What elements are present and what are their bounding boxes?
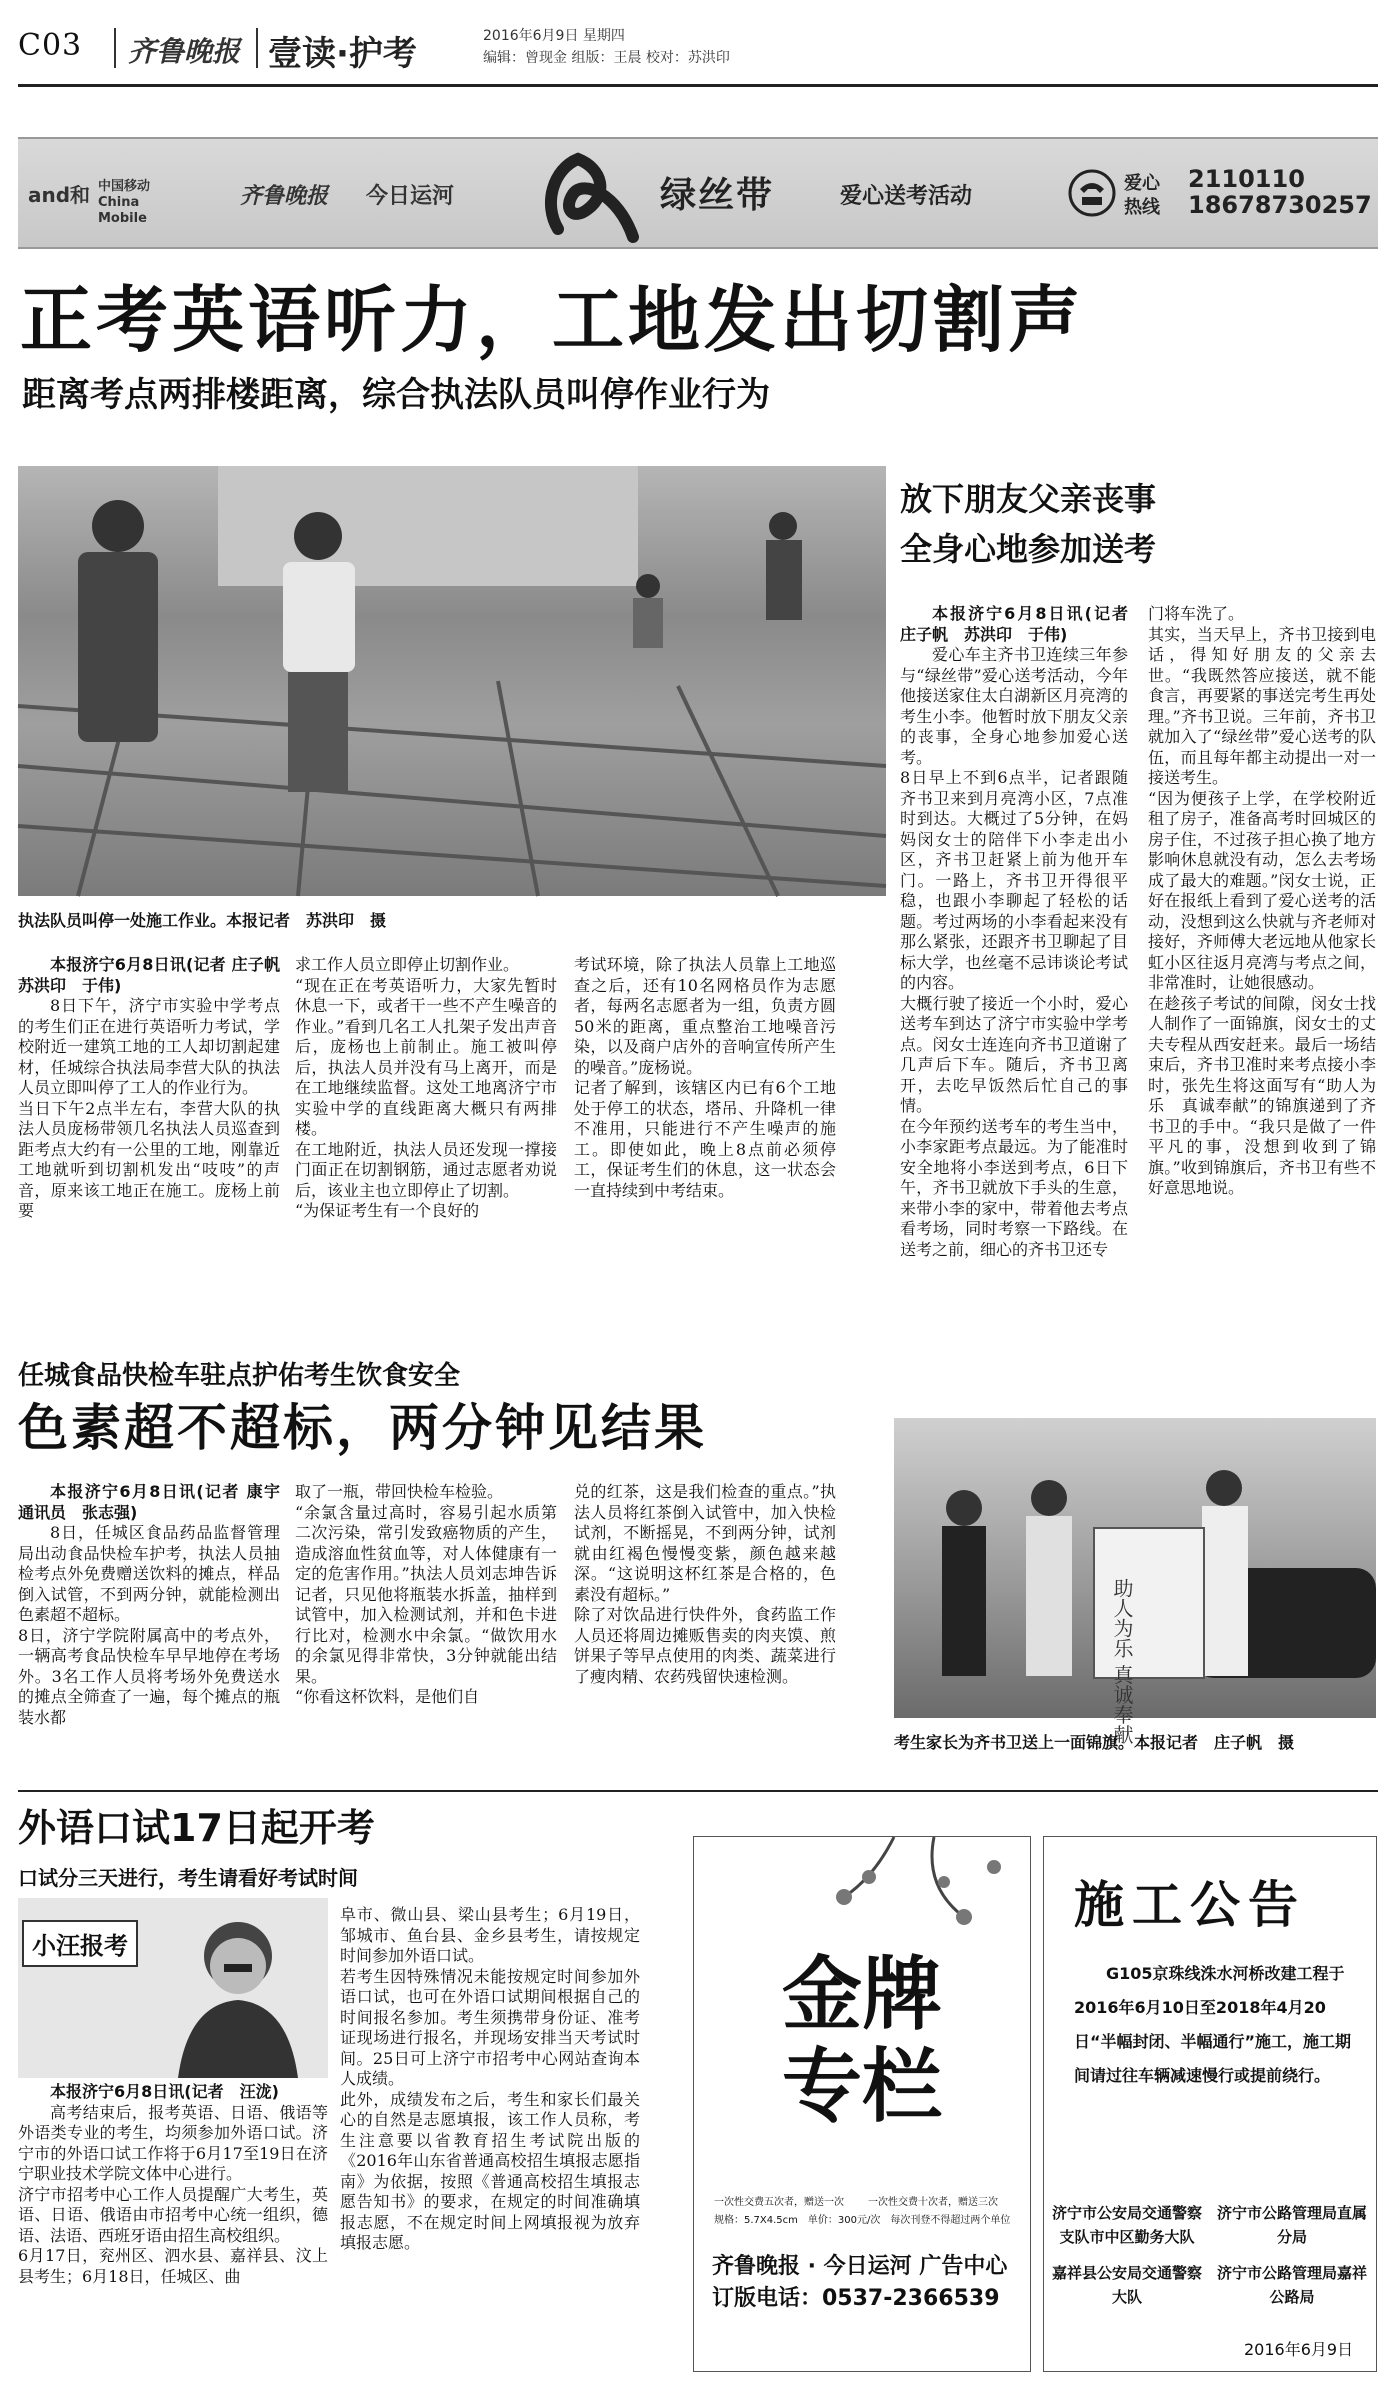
right-column-2: 门将车洗了。 其实，当天早上，齐书卫接到电话，得知好朋友的父亲去世。“我既然答应接送，就不能食言，再要紧的事送完考生再处理。”齐书卫说。三年前，齐书卫就加入了“绿丝带”爱心送考的队伍，而且每年都主动提出一对一接送考生。 “因为便孩子上学，在学校附近租了房子，准备高考时回城区的房子住，不过孩子担心换了地方影响休息就没有动，怎么去考场成了最大的难题。”闵女士说，正好在报纸上看到了爱心送考的活动，没想到这么快就与齐老师对接好，齐师傅大老远地从他家长虹小区往返月亮湾与考点之间，非常准时，让她很感动。 在趁孩子考试的间隙，闵女士找人制作了一面锦旗，闵女士的丈夫专程从西安赶来。最后一场结束后，齐书卫准时来考点接小李时，张先生将这面写有“助人为乐 真诚奉献”的锦旗递到了齐书卫的手中。“我只是做了一件平凡的事，没想到收到了锦旗。”收到锦旗后，齐书卫有些不好意思地说。 bbox=[1148, 604, 1376, 1197]
reporter-portrait bbox=[168, 1904, 308, 2078]
ad-note-3: 规格：5.7X4.5cm 单价：300元/次 每次刊登不得超过两个单位 bbox=[714, 2215, 1011, 2226]
hotline-number-1: 2110110 bbox=[1188, 165, 1305, 193]
oral-headline: 外语口试17日起开考 bbox=[18, 1806, 375, 1850]
page-header bbox=[0, 0, 1395, 80]
right-body-1: 爱心车主齐书卫连续三年参与“绿丝带”爱心送考活动，今年他接送家住太白湖新区月亮湾的考生小李。他暂时放下朋友父亲的丧事，全身心地参加爱心送考。 8日早上不到6点半，记者跟随齐书卫来到月亮湾小区，7点准时到达。大概过了5分钟，在妈妈闵女士的陪伴下小李走出小区，齐书卫赶紧上前为他开车门。一路上，齐书卫开得很平稳，也跟小李聊起了轻松的话题。考过两场的小李看起来没有那么紧张，还跟齐书卫聊起了目标大学，也丝毫不忌讳谈论考试的内容。 大概行驶了接近一个小时，爱心送考车到达了济宁市实验中学考点。闵女士连连向齐书卫道谢了几声后下车。随后，齐书卫离开，去吃早饭然后忙自己的事情。 在今年预约送考车的考生当中，小李家距考点最远。为了能准时安全地将小李送到考点，6日下午，齐书卫就放下手头的生意，来带小李的家中，带着他去考点看考场，同时考察一下路线。在送考之前，细心的齐书卫还专 bbox=[900, 645, 1128, 1259]
lead-dateline: 本报济宁6月8日讯(记者 庄子帆 苏洪印 于伟) bbox=[18, 955, 297, 995]
oral-subheadline: 口试分三天进行，考生请看好考试时间 bbox=[18, 1866, 358, 1890]
food-kicker: 任城食品快检车驻点护佑考生饮食安全 bbox=[18, 1361, 461, 1391]
sponsor-yunhe: 今日运河 bbox=[366, 184, 455, 209]
lead-column-3: 考试环境，除了执法人员靠上工地巡查之后，还有10名网格员作为志愿者，每两名志愿者为一组，负责方圆50米的距离，重点整治工地噪音污染，以及商户店外的音响宣传所产生的噪音。”庞杨说。 记者了解到，该辖区内已有6个工地处于停工的状态，塔吊、升降机一律不准用，只能进行不产生噪声的施工。即使如此，晚上8点前必须停工，保证考生们的休息，这一状态会一直持续到中考结束。 bbox=[574, 955, 836, 1200]
sponsor-and: and和 bbox=[28, 183, 91, 207]
lead-photo bbox=[18, 466, 886, 896]
food-column-1 bbox=[18, 1482, 297, 1772]
lead-subheadline: 距离考点两排楼距离，综合执法队员叫停作业行为 bbox=[22, 375, 770, 415]
food-column-3: 兑的红茶，这是我们检查的重点。”执法人员将红茶倒入试管中，加入快检试剂，不断摇晃，不到两分钟，试剂就由红褐色慢慢变紫，颜色越来越深。“这说明这杯红茶是合格的，色素没有超标。” 除了对饮品进行快件外，食药监工作人员还将周边摊贩售卖的肉夹馍、煎饼果子等早点使用的肉类、蔬菜进行了瘦肉精、农药残留快速检测。 bbox=[574, 1482, 836, 1686]
header-rule bbox=[18, 84, 1378, 87]
gold-column-ad bbox=[693, 1836, 1031, 2372]
notice-date: 2016年6月9日 bbox=[1244, 2340, 1354, 2359]
staff-line: 编辑：曾现金 组版：王晨 校对：苏洪印 bbox=[483, 50, 730, 66]
right-column-1 bbox=[900, 604, 1145, 1414]
oral-body-1: 高考结束后，报考英语、日语、俄语等外语类专业的考生，均须参加外语口试。济宁市的外语口试工作将于6月17至19日在济宁职业技术学院文体中心进行。 济宁市招考中心工作人员提醒广大考生，英语、日语、俄语由市招考中心统一组织，德语、法语、西班牙语由招生高校组织。 6月17日，兖州区、泗水县、嘉祥县、汶上县考生；6月18日，任城区、曲 bbox=[18, 2102, 328, 2286]
lead-column-2: 求工作人员立即停止切割作业。 “现在正在考英语听力，大家先暂时休息一下，或者干一些不产生噪音的作业。”看到几名工人扎架子发出声音后，庞杨也上前制止。施工被叫停后，执法人员并没有马上离开，而是在工地继续监督。这处工地离济宁市实验中学的直线距离大概只有两排楼。 在工地附近，执法人员还发现一撑接门面正在切割钢筋，通过志愿者劝说后，该业主也立即停止了切割。 “为保证考生有一个良好的 bbox=[295, 955, 557, 1220]
hotline-label-1: 爱心 bbox=[1124, 173, 1160, 194]
ad-title-line-2: 专栏 bbox=[782, 2040, 942, 2133]
construction-notice bbox=[1043, 1836, 1377, 2372]
construction-site-illustration bbox=[18, 466, 886, 896]
notice-org-3: 嘉祥县公安局交通警察大队 bbox=[1052, 2264, 1203, 2306]
ad-note-2: 一次性交费十次者，赠送三次 bbox=[868, 2197, 998, 2208]
page-number: C03 bbox=[18, 28, 83, 63]
banner-title: 绿丝带 bbox=[660, 175, 775, 216]
activity-banner bbox=[18, 137, 1378, 249]
ad-phone: 订版电话：0537-2366539 bbox=[712, 2286, 1000, 2311]
food-headline: 色素超不超标，两分钟见结果 bbox=[18, 1399, 707, 1457]
newspaper-logo: 齐鲁晚报 bbox=[128, 35, 241, 68]
banner-presentation-text: 助人为乐 真诚奉献 bbox=[1110, 1578, 1134, 1745]
notice-org-2: 济宁市公路管理局直属分局 bbox=[1216, 2204, 1367, 2246]
ad-center: 齐鲁晚报 · 今日运河 广告中心 bbox=[712, 2254, 1008, 2279]
lead-headline: 正考英语听力，工地发出切割声 bbox=[20, 278, 1085, 362]
banner-subtitle: 爱心送考活动 bbox=[840, 184, 973, 209]
food-dateline: 本报济宁6月8日讯(记者 康宇 通讯员 张志强) bbox=[18, 1482, 297, 1522]
hotline-number-2: 18678730257 bbox=[1188, 191, 1372, 219]
lead-photo-caption: 执法队员叫停一处施工作业。本报记者 苏洪印 摄 bbox=[18, 911, 387, 930]
notice-org-1: 济宁市公安局交通警察支队市中区勤务大队 bbox=[1052, 2204, 1203, 2246]
notice-body: G105京珠线洙水河桥改建工程于2016年6月10日至2018年4月20日“半幅封闭、半幅通行”施工，施工期间请过往车辆减速慢行或提前绕行。 bbox=[1074, 1964, 1352, 2085]
ad-note-1: 一次性交费五次者，赠送一次 bbox=[714, 2197, 844, 2208]
food-column-2: 取了一瓶，带回快检车检验。 “余氯含量过高时，容易引起水质第二次污染，常引发致癌物质的产生，造成溶血性贫血等，对人体健康有一定的危害作用。”执法人员刘志坤告诉记者，只见他将瓶装水拆盖，抽样到试管中，加入检测试剂，并和色卡进行比对，检测水中余氯。“做饮用水的余氯见得非常快，3分钟就能出结果。 “你看这杯饮料，是他们自 bbox=[295, 1482, 557, 1706]
oral-column-1 bbox=[18, 2082, 328, 2382]
right-headline-1: 放下朋友父亲丧事 bbox=[900, 480, 1157, 518]
phone-icon bbox=[1068, 169, 1116, 217]
blossom-icon bbox=[694, 1837, 1030, 1947]
notice-org-4: 济宁市公路管理局嘉祥公路局 bbox=[1216, 2264, 1367, 2306]
right-photo-caption: 考生家长为齐书卫送上一面锦旗。本报记者 庄子帆 摄 bbox=[894, 1733, 1295, 1752]
lead-body-1: 8日下午，济宁市实验中学考点的考生们正在进行英语听力考试，学校附近一建筑工地的工人却切割起建材，任城综合执法局李营大队的执法人员立即叫停了工人的作业行为。 当日下午2点半左右，李营大队的执法人员庞杨带领几名执法人员巡查到距考点大约有一公里的工地，刚靠近工地就听到切割机发出“吱吱”的声音，原来该工地正在施工。庞杨上前要 bbox=[18, 996, 280, 1220]
right-headline-2: 全身心地参加送考 bbox=[900, 530, 1157, 568]
lead-column-1 bbox=[18, 955, 297, 1323]
notice-title: 施工公告 bbox=[1074, 1876, 1306, 1934]
oral-column-2: 阜市、微山县、梁山县考生；6月19日，邹城市、鱼台县、金乡县考生，请按规定时间参加外语口试。 若考生因特殊情况未能按规定时间参加外语口试，也可在外语口试期间根据自己的时间报名参加。考生须携带身份证、准考证现场进行报名，并现场安排当天考试时间。25日可上济宁市招考中心网站查询本人成绩。 此外，成绩发布之后，考生和家长们最关心的自然是志愿填报，该工作人员称，考生注意要以省教育招生考试院出版的《2016年山东省普通高校招生填报志愿指南》为依据，按照《普通高校招生填报志愿告知书》的要求，在规定的时间准确填报志愿，不在规定时间上网填报视为放弃填报志愿。 bbox=[340, 1905, 640, 2252]
column-badge-label: 小汪报考 bbox=[22, 1920, 138, 1967]
section-rule bbox=[18, 1790, 1378, 1792]
ad-title bbox=[694, 1949, 1030, 2133]
date-line: 2016年6月9日 星期四 bbox=[483, 28, 625, 44]
divider bbox=[256, 28, 258, 68]
hotline-label-2: 热线 bbox=[1124, 197, 1160, 218]
oral-dateline: 本报济宁6月8日讯(记者 汪泷) bbox=[50, 2082, 279, 2101]
sponsor-paper: 齐鲁晚报 bbox=[240, 183, 329, 209]
right-dateline: 本报济宁6月8日讯(记者 庄子帆 苏洪印 于伟) bbox=[900, 604, 1145, 644]
sponsor-mobile: 中国移动 China Mobile bbox=[98, 179, 151, 226]
column-badge bbox=[18, 1898, 328, 2078]
ribbon-icon bbox=[523, 149, 643, 239]
food-body-1: 8日，任城区食品药品监督管理局出动食品快检车护考，执法人员抽检考点外免费赠送饮料的摊点，样品倒入试管，不到两分钟，就能检测出色素超不超标。 8日，济宁学院附属高中的考点外，一辆高考食品快检车早早地停在考场外。3名工作人员将考场外免费送水的摊点全筛查了一遍，每个摊点的瓶装水都 bbox=[18, 1523, 280, 1727]
ad-title-line-1: 金牌 bbox=[782, 1948, 942, 2041]
section-title: 壹读·护考 bbox=[268, 34, 417, 74]
divider bbox=[114, 28, 116, 68]
